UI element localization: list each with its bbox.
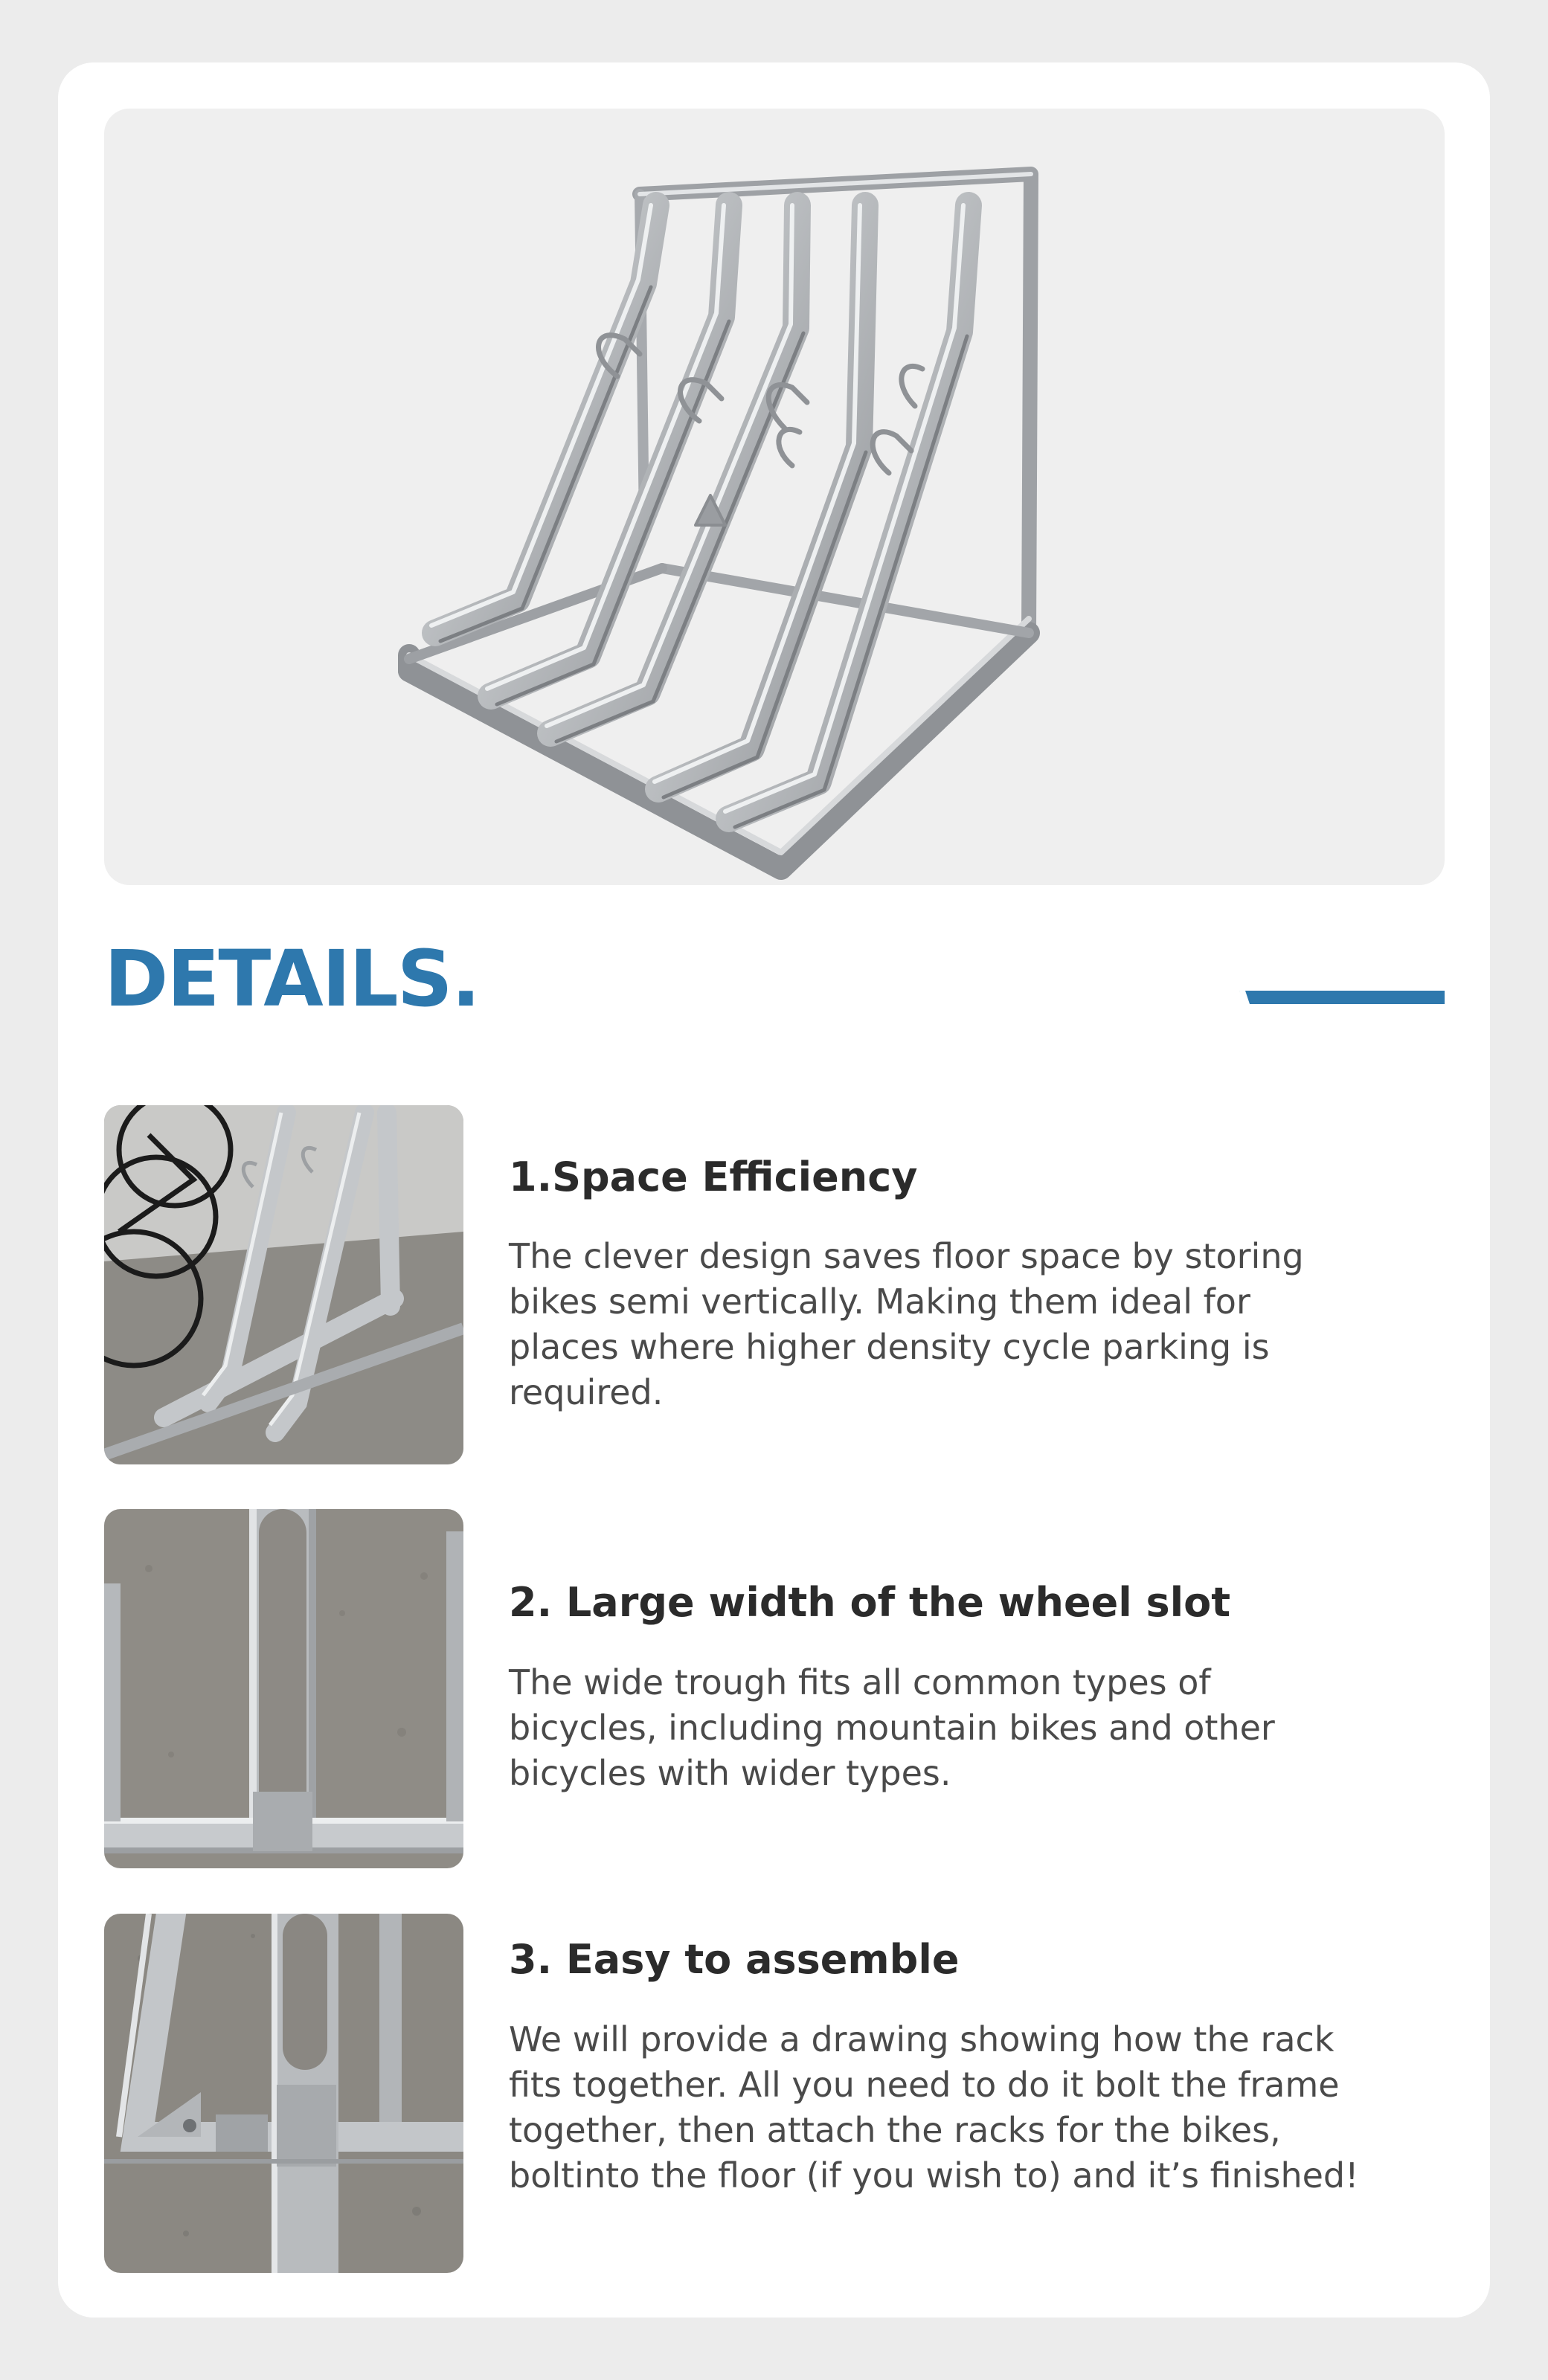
detail-body-3: We will provide a drawing showing how the rack fits together. All you need to do it bolt the frame together, then attach the racks for the bikes, boltinto the floor (if you wish to) and it’s finished! bbox=[509, 2019, 1359, 2196]
detail-body-2: The wide trough fits all common types of bicycles, including mountain bikes and other bicycles with wider types. bbox=[509, 1662, 1275, 1793]
detail-heading-3: 3. Easy to assemble bbox=[509, 1936, 960, 1983]
detail-image-assembly bbox=[104, 1914, 463, 2273]
bike-rack-illustration bbox=[104, 109, 1445, 885]
detail-image-wheel-slot bbox=[104, 1509, 463, 1868]
accent-line-decoration bbox=[1239, 991, 1445, 1004]
detail-heading-1: 1.Space Efficiency bbox=[509, 1154, 918, 1200]
hero-product-image bbox=[104, 109, 1445, 885]
content-card bbox=[58, 62, 1490, 2318]
detail-body-1: The clever design saves floor space by storing bikes semi vertically. Making them ideal for places where higher density cycle parking is required. bbox=[509, 1236, 1304, 1412]
section-title: DETAILS. bbox=[104, 933, 480, 1024]
detail-heading-2: 2. Large width of the wheel slot bbox=[509, 1579, 1231, 1626]
detail-image-space-efficiency bbox=[104, 1105, 463, 1464]
